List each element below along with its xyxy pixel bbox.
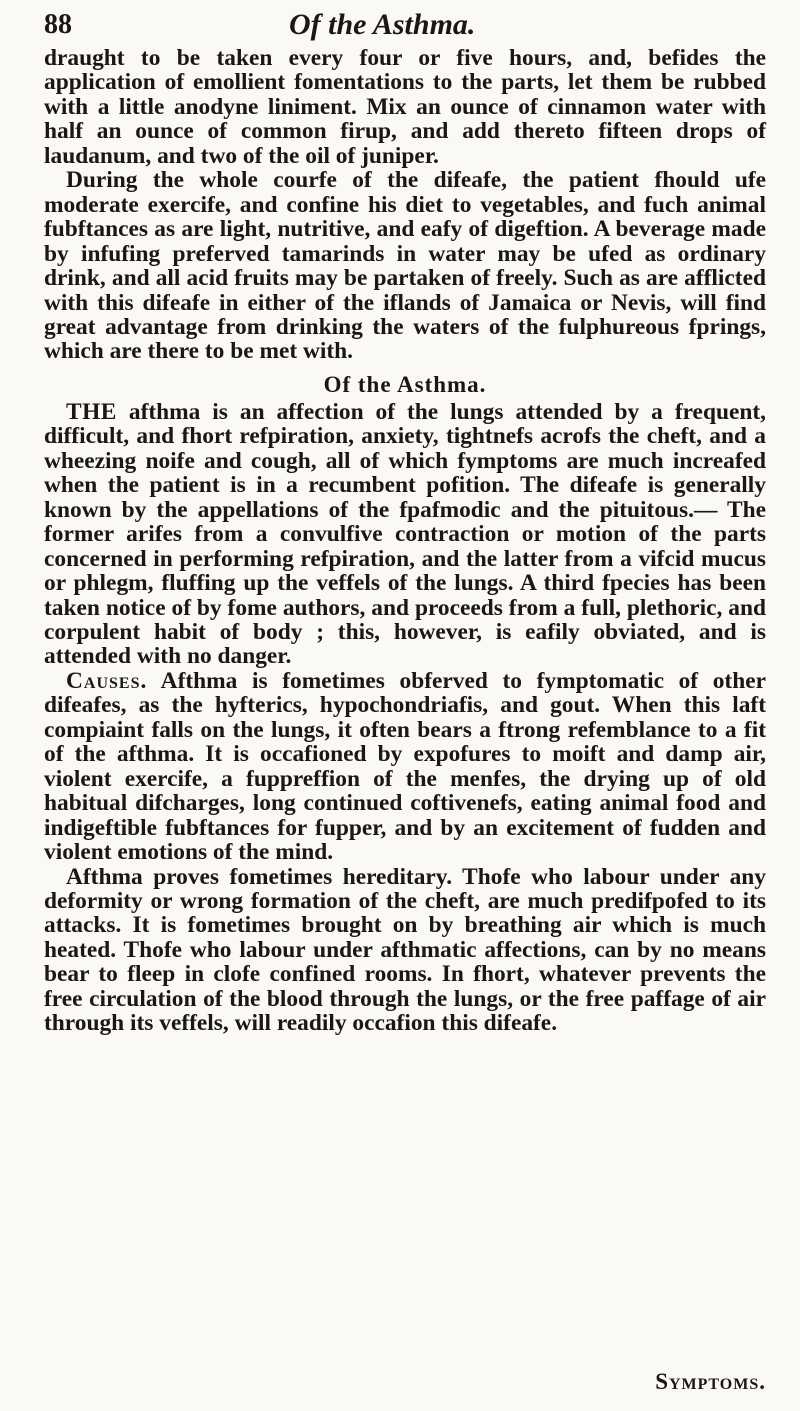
page-number: 88 (44, 9, 72, 40)
section-heading: Of the Asthma. (323, 371, 487, 397)
definition-text: afthma is an affection of the lungs attended by a frequent, difficult, and fhort refpiration, anxiety, tightnefs acrofs the cheft, and a wheezing noife and cough, all of which fymptoms are much increafed when the patient is in a recumbent pofition. The difeafe is generally known by the appellations of the fpafmodic and the pituitous.— The former arifes from a convulfive contraction or motion of the parts concerned in performing refpiration, and the latter from a vifcid mucus or phlegm, fluffing up the veffels of the lungs. A third fpecies has been taken notice of by fome authors, and proceeds from a full, plethoric, and corpulent habit of body ; this, however, is eafily obviated, and is attended with no danger. (44, 398, 766, 670)
paragraph-hereditary: Afthma proves fometimes hereditary. Thofe who labour under any deformity or wrong formation of the cheft, are much predifpofed to its attacks. It is fometimes brought on by breathing air which is much heated. Thofe who labour under afthmatic affections, can by no means bear to fleep in clofe confined rooms. In fhort, whatever prevents the free circulation of the blood through the lungs, or the free paffage of air through its veffels, will readily occafion this difeafe. (44, 863, 766, 1037)
catchword: Symptoms. (655, 1369, 766, 1394)
lead-word: THE (66, 398, 117, 425)
paragraph-causes (44, 669, 766, 865)
page-header (44, 0, 766, 40)
running-head: Of the Asthma. (289, 8, 476, 41)
paragraph-treatment: draught to be taken every four or five hours, and, befides the application of emollient fomentations to the parts, let them be rubbed with a little anodyne liniment. Mix an ounce of cinnamon water with half an ounce of common firup, and add thereto fifteen drops of laudanum, and two of the oil of juniper. (44, 45, 766, 169)
paragraph-asthma-definition (44, 400, 766, 669)
causes-text: Afthma is fometimes obferved to fymptomatic of other difeafes, as the hyfterics, hypochondriafis, and gout. When this laft compiaint falls on the lungs, it often bears a ftrong refemblance to a fit of the afthma. It is occafioned by expofures to moift and damp air, violent exercife, a fuppreffion of the menfes, the drying up of old habitual difcharges, long continued coftivenefs, eating animal food and indigeftible fubftances for fupper, and by an excitement of fudden and violent emotions of the mind. (44, 667, 766, 866)
paragraph-diet: During the whole courfe of the difeafe, the patient fhould ufe moderate exercife, and confine his diet to vegetables, and fuch animal fubftances as are light, nutritive, and eafy of digeftion. A beverage made by infufing preferved tamarinds in water may be ufed as ordinary drink, and all acid fruits may be partaken of freely. Such as are afflicted with this difeafe in either of the iflands of Jamaica or Nevis, will find great advantage from drinking the waters of the fulphureous fprings, which are there to be met with. (44, 167, 766, 365)
causes-label: Causes. (66, 667, 148, 694)
page-body (44, 46, 766, 1036)
